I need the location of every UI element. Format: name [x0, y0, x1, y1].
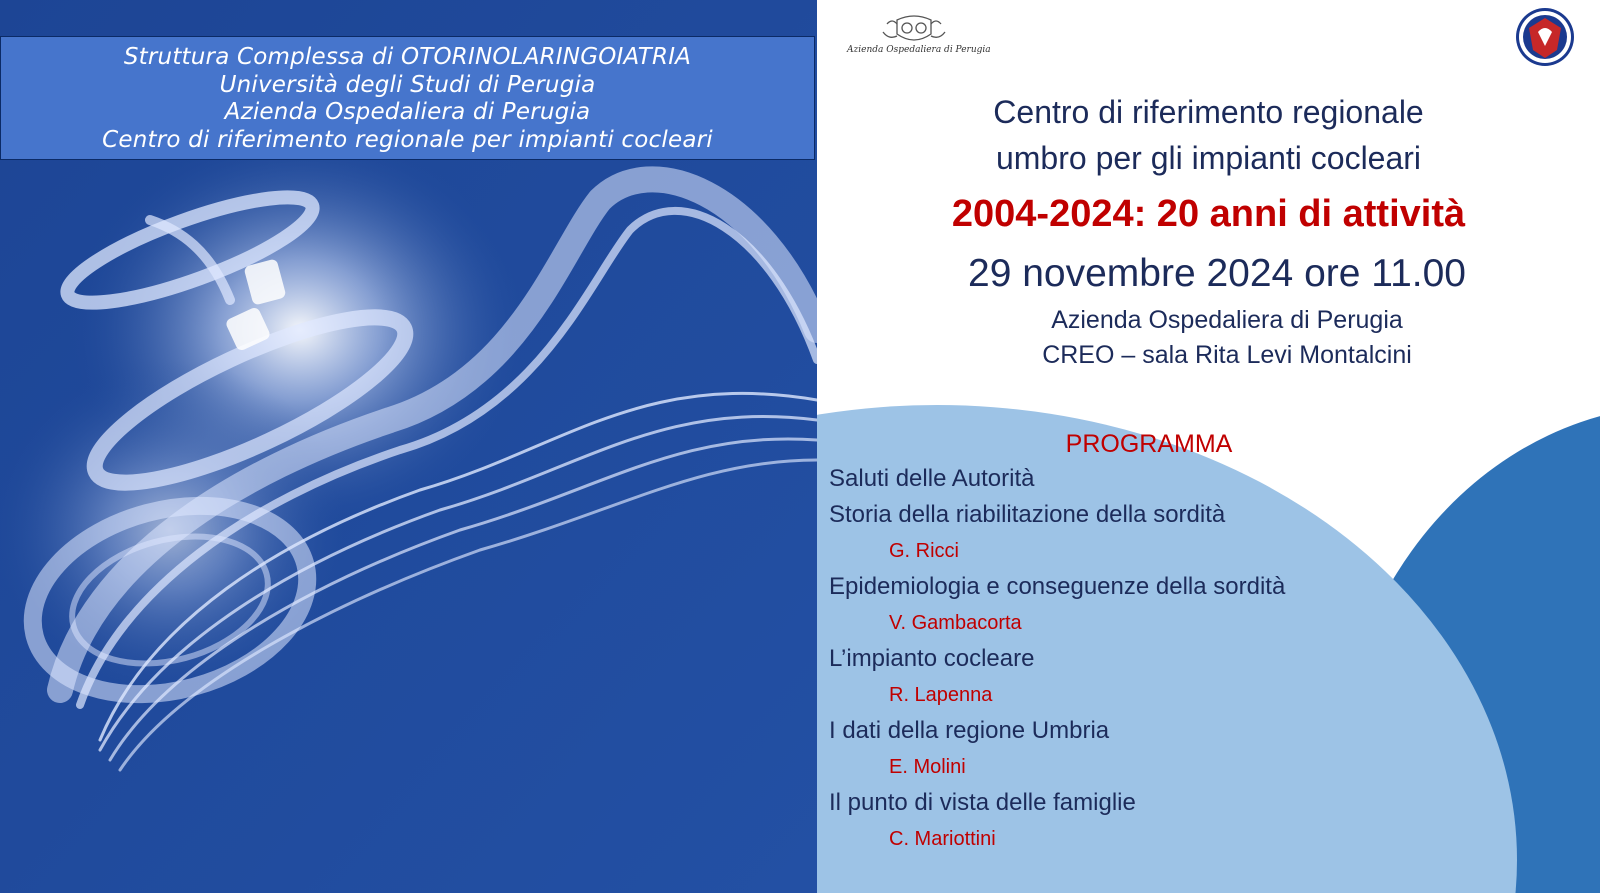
program-item-talk: Storia della riabilitazione della sordità [829, 501, 1226, 528]
event-title-line2: umbro per gli impianti cocleari [995, 140, 1422, 176]
program-list [829, 430, 1389, 857]
venue-line1: Azienda Ospedaliera di Perugia [1051, 306, 1403, 334]
venue-line2: CREO – sala Rita Levi Montalcini [1042, 341, 1412, 369]
institution-header [0, 36, 815, 160]
seal-icon [1514, 6, 1576, 68]
event-title [817, 89, 1600, 181]
program-item-speaker: C. Mariottini [889, 828, 996, 850]
program-item-speaker: G. Ricci [889, 540, 959, 562]
event-title-line1: Centro di riferimento regionale [993, 94, 1424, 130]
event-venue [817, 303, 1600, 373]
right-panel [817, 0, 1600, 893]
program-item-talk: L’impianto cocleare [829, 645, 1035, 672]
program-item-talk: I dati della regione Umbria [829, 717, 1110, 744]
anniversary-heading: 2004-2024: 20 anni di attività [951, 193, 1466, 235]
university-seal [1514, 6, 1576, 68]
header-line-university: Università degli Studi di Perugia [219, 71, 596, 98]
program-title: PROGRAMMA [1065, 430, 1233, 458]
crest-icon [847, 14, 982, 46]
hospital-logo [847, 14, 991, 60]
program-item-talk: Saluti delle Autorità [829, 465, 1035, 492]
hospital-logo-caption: Azienda Ospedaliera di Perugia [847, 45, 991, 55]
program-item-speaker: V. Gambacorta [889, 612, 1022, 634]
header-line-hospital: Azienda Ospedaliera di Perugia [224, 99, 591, 125]
program-item-talk: Il punto di vista delle famiglie [829, 789, 1136, 816]
header-line-department: Struttura Complessa di OTORINOLARINGOIATRIA [123, 44, 692, 70]
program-item-talk: Epidemiologia e conseguenze della sordità [829, 573, 1286, 600]
program-item-speaker: E. Molini [889, 756, 966, 778]
header-line-center: Centro di riferimento regionale per impianti cocleari [102, 126, 713, 153]
event-datetime: 29 novembre 2024 ore 11.00 [968, 252, 1466, 295]
program-item-speaker: R. Lapenna [889, 684, 993, 706]
